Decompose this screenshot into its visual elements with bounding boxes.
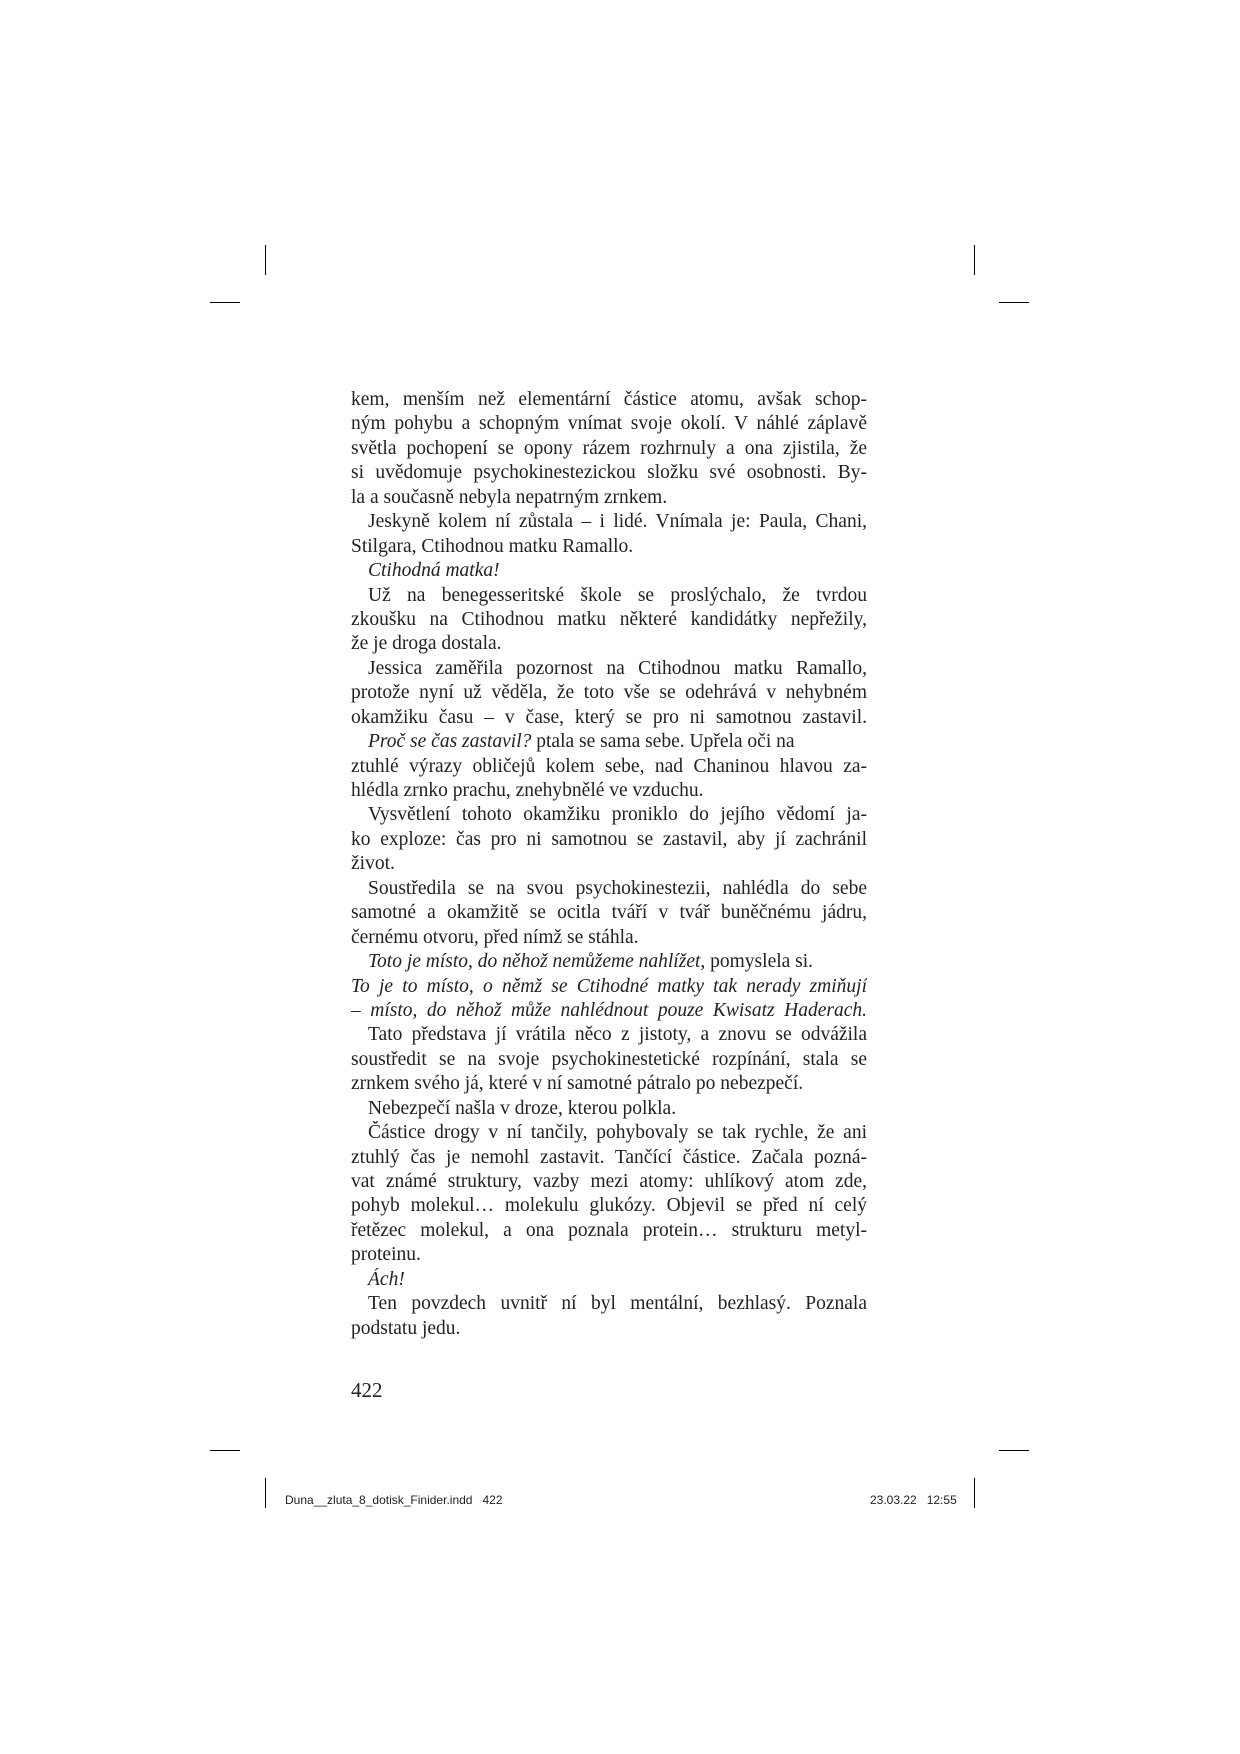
text-line: že je droga dostala. [351, 633, 502, 655]
text-line: vat známé struktury, vazby mezi atomy: uhlíkový atom zde, [351, 1171, 867, 1192]
text-line: proteinu. [351, 1244, 421, 1266]
text-line: Ten povzdech uvnitř ní byl mentální, bezhlasý. Poznala [368, 1293, 867, 1315]
text-line: la a současně nebyla nepatrným zrnkem. [351, 486, 668, 508]
text-line: protože nyní už věděla, že toto vše se odehrává v nehybném [351, 682, 867, 704]
text-line: Částice drogy v ní tančily, pohybovaly se tak rychle, že ani [368, 1122, 867, 1144]
text-line: Jeskyně kolem ní zůstala – i lidé. Vnímala je: Paula, Chani, [368, 511, 867, 533]
text-line: černému otvoru, před nímž se stáhla. [351, 926, 639, 948]
crop-mark-top-right-horizontal [999, 302, 1029, 303]
text-line: zkoušku na Ctihodnou matku některé kandidátky nepřežily, [351, 608, 867, 630]
text-line: okamžiku času – v čase, který se pro ni samotnou zastavil. [351, 706, 867, 728]
text-phrase: ptala se sama sebe. Upřela oči na [531, 731, 795, 753]
text-line: zrnkem svého já, které v ní samotné pátralo po nebezpečí. [351, 1073, 804, 1095]
italic-phrase: Proč se čas zastavil? [368, 731, 532, 753]
text-line: – místo, do něhož může nahlédnout pouze Kwisatz Haderach. [351, 999, 867, 1021]
text-line: řetězec molekul, a ona poznala protein… strukturu metyl- [351, 1219, 867, 1241]
crop-mark-bottom-right-vertical [974, 1478, 975, 1508]
text-line: Nebezpečí našla v droze, kterou polkla. [368, 1097, 677, 1119]
text-line: Ách! [368, 1268, 405, 1290]
text-phrase: pomyslela si. [705, 951, 814, 973]
text-line: ko exploze: čas pro ni samotnou se zastavil, aby jí zachránil [351, 828, 867, 850]
text-line [351, 950, 867, 974]
text-line: život. [351, 853, 395, 875]
text-line: Jessica zaměřila pozornost na Ctihodnou matku Ramallo, [368, 657, 867, 679]
text-line: světla pochopení se opony rázem rozhrnuly a ona zjistila, že [351, 437, 867, 459]
text-line: Už na benegesseritské škole se proslýchalo, že tvrdou [368, 584, 867, 606]
print-slug-datetime: 23.03.22 12:55 [870, 1493, 957, 1507]
text-line: ztuhlé výrazy obličejů kolem sebe, nad Chaninou hlavou za- [351, 755, 867, 777]
text-line: si uvědomuje psychokinestezickou složku své osobnosti. By- [351, 462, 867, 484]
text-line: Tato představa jí vrátila něco z jistoty, a znovu se odvážila [368, 1024, 867, 1046]
text-line: ztuhlý čas je nemohl zastavit. Tančící částice. Začala pozná- [351, 1146, 867, 1168]
text-line: To je to místo, o němž se Ctihodné matky tak nerady zmiňují [351, 975, 867, 997]
text-line: kem, menším než elementární částice atomu, avšak schop- [351, 389, 867, 410]
text-line: hlédla zrnko prachu, znehybnělé ve vzduchu. [351, 780, 704, 801]
text-line: Soustředila se na svou psychokinestezii, nahlédla do sebe [368, 877, 867, 899]
text-line [351, 730, 867, 754]
crop-mark-bottom-left-horizontal [210, 1450, 240, 1451]
body-text [351, 388, 867, 1341]
text-line: pohyb molekul… molekulu glukózy. Objevil se před ní celý [351, 1195, 867, 1217]
text-line: podstatu jedu. [351, 1317, 461, 1339]
text-line: samotné a okamžitě se ocitla tváří v tvář buněčnému jádru, [351, 902, 867, 924]
italic-phrase: Toto je místo, do něhož nemůžeme nahlížet, [368, 951, 706, 973]
text-line: ným pohybu a schopným vnímat svoje okolí. V náhlé záplavě [351, 413, 867, 435]
crop-mark-top-left-horizontal [210, 302, 240, 303]
page-number: 422 [351, 1378, 383, 1402]
crop-mark-bottom-right-horizontal [999, 1450, 1029, 1451]
crop-mark-top-left-vertical [265, 245, 266, 275]
crop-mark-top-right-vertical [974, 245, 975, 275]
crop-mark-bottom-left-vertical [265, 1478, 266, 1508]
text-line: soustředit se na svoje psychokinestetické rozpínání, stala se [351, 1048, 867, 1070]
text-line: Vysvětlení tohoto okamžiku proniklo do jejího vědomí ja- [368, 804, 867, 826]
text-line: Stilgara, Ctihodnou matku Ramallo. [351, 535, 634, 557]
text-line: Ctihodná matka! [368, 560, 500, 582]
print-slug-filename: Duna__zluta_8_dotisk_Finider.indd 422 [285, 1493, 503, 1507]
